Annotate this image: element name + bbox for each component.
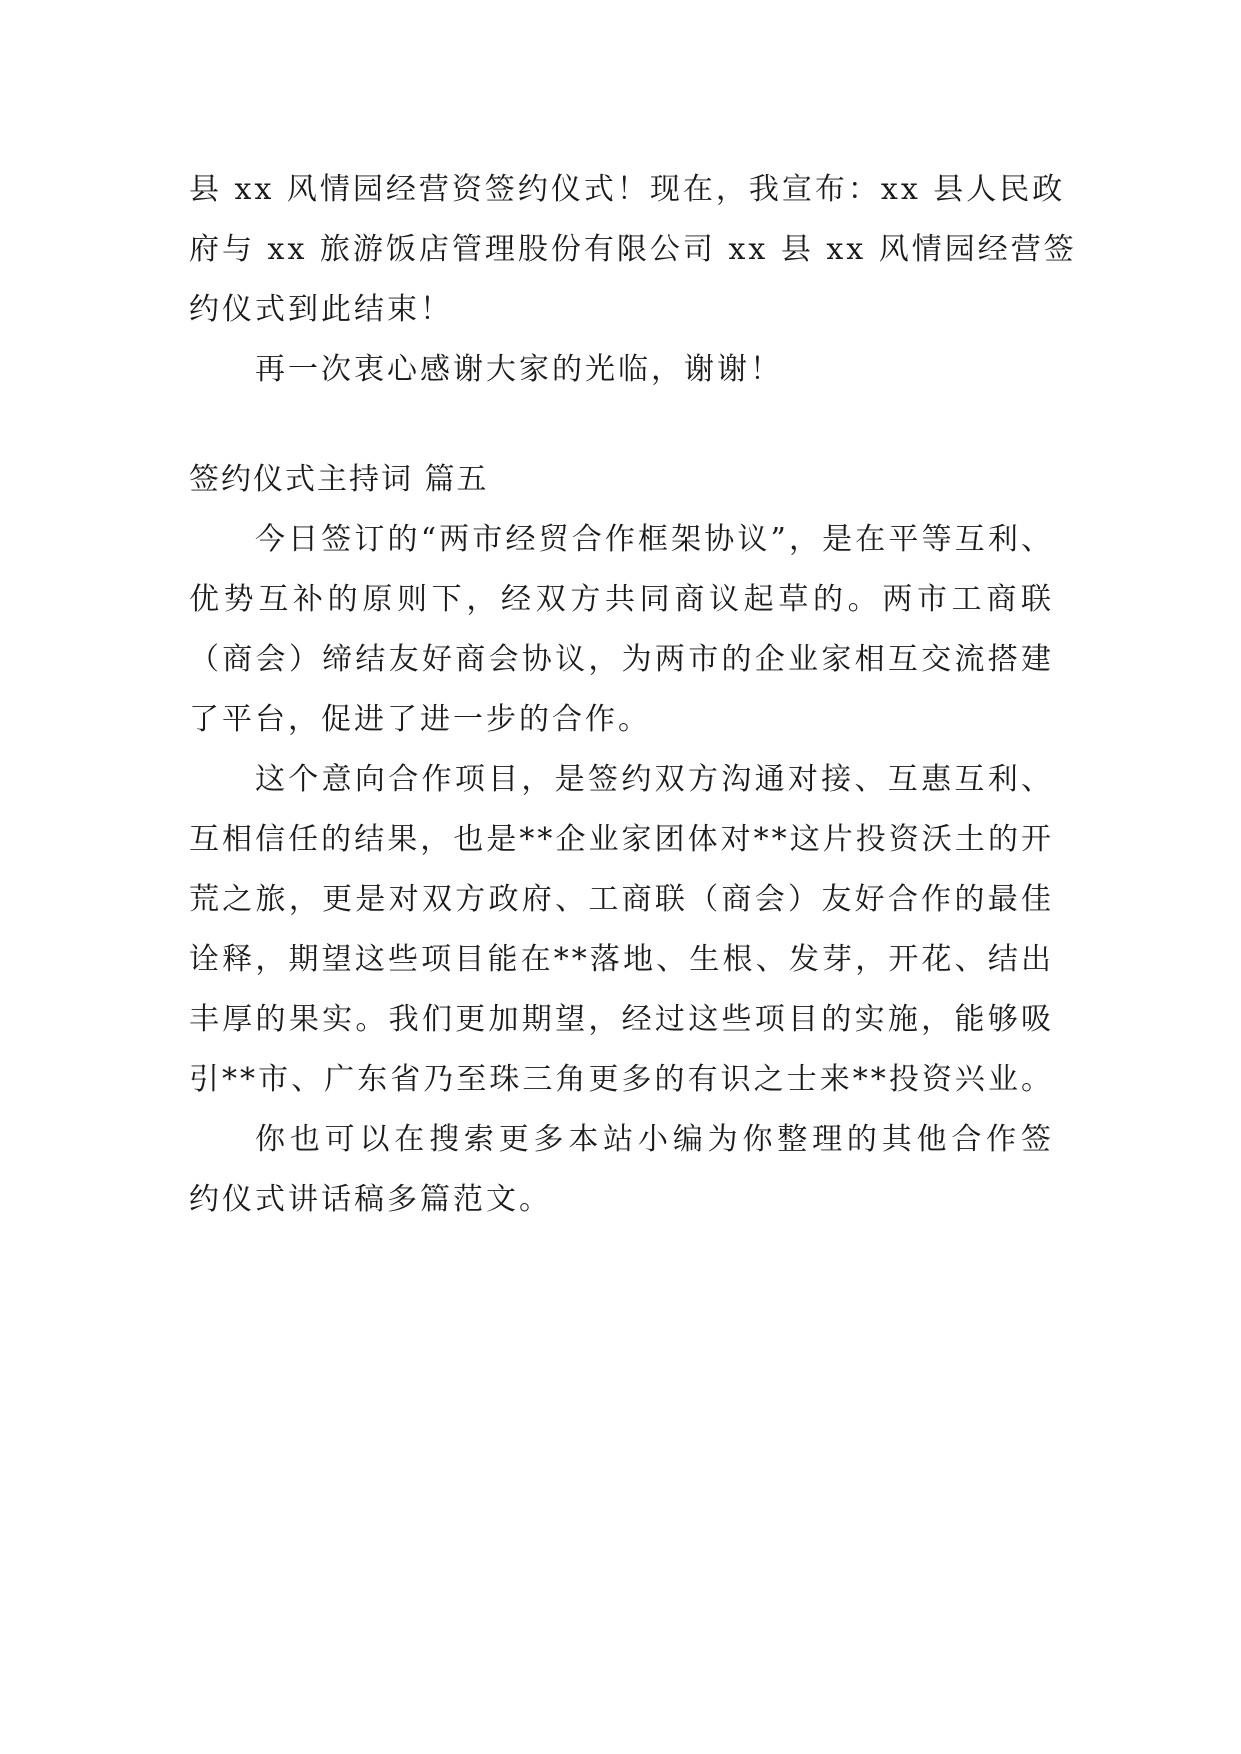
text-line: 荒之旅，更是对双方政府、工商联（商会）友好合作的最佳 — [189, 882, 1054, 917]
text-line: 今日签订的“两市经贸合作框架协议”，是在平等互利、 — [255, 522, 1054, 557]
text-line: 再一次衷心感谢大家的光临，谢谢！ — [255, 352, 783, 387]
text-line: 互相信任的结果，也是**企业家团体对**这片投资沃土的开 — [189, 822, 1054, 857]
text-line: 你也可以在搜索更多本站小编为你整理的其他合作签 — [255, 1122, 1054, 1157]
text-line: 约仪式到此结束！ — [189, 292, 453, 327]
text-line: 诠释，期望这些项目能在**落地、生根、发芽，开花、结出 — [189, 942, 1054, 977]
paragraph — [189, 340, 1054, 400]
paragraph — [189, 510, 1054, 750]
text-line: 丰厚的果实。我们更加期望，经过这些项目的实施，能够吸 — [189, 1002, 1054, 1037]
text-line: 引**市、广东省乃至珠三角更多的有识之士来**投资兴业。 — [189, 1062, 1054, 1097]
text-line: 了平台，促进了进一步的合作。 — [189, 702, 651, 737]
text-line: 约仪式讲话稿多篇范文。 — [189, 1182, 552, 1217]
document-body — [189, 160, 1077, 1230]
paragraph — [189, 160, 1077, 340]
text-line: 这个意向合作项目，是签约双方沟通对接、互惠互利、 — [255, 762, 1054, 797]
text-line: （商会）缔结友好商会协议，为两市的企业家相互交流搭建 — [189, 642, 1054, 677]
text-line: 县 xx 风情园经营资签约仪式！现在，我宣布：xx 县人民政 — [189, 172, 1066, 207]
text-line: 优势互补的原则下，经双方共同商议起草的。两市工商联 — [189, 582, 1054, 617]
section-heading: 签约仪式主持词 篇五 — [189, 462, 489, 497]
text-line: 府与 xx 旅游饭店管理股份有限公司 xx 县 xx 风情园经营签 — [189, 232, 1077, 267]
paragraph — [189, 1110, 1054, 1230]
spacer — [189, 400, 1054, 450]
paragraph — [189, 750, 1054, 1110]
